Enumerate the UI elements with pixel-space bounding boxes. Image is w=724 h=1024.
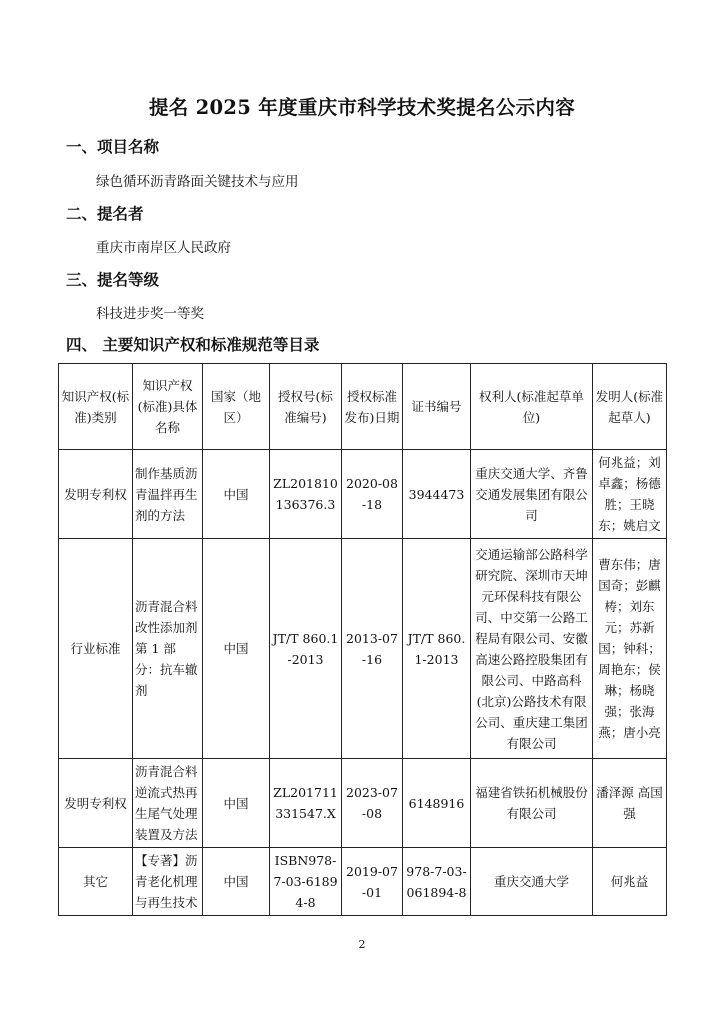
cell-auth-no: JT/T 860.1-2013 [270,539,342,759]
section-heading-nominator: 二、提名者 [66,204,144,223]
cell-inventors: 曹东伟；唐国奇；彭麒梼；刘东元；苏新国；钟科；周艳东；侯琳；杨晓强；张海燕；唐小亮 [593,539,667,759]
section-heading-project-name: 一、项目名称 [66,137,160,156]
cell-date: 2019-07-01 [342,848,403,916]
header-name: 知识产权(标准)具体名称 [133,364,203,450]
table-row [59,450,667,539]
cell-category: 行业标准 [59,539,133,759]
cell-country: 中国 [203,848,270,916]
project-name: 绿色循环沥青路面关键技术与应用 [96,174,299,190]
cell-owner: 重庆交通大学 [471,848,593,916]
ip-table [58,363,667,916]
cell-country: 中国 [203,759,270,848]
cell-date: 2023-07-08 [342,759,403,848]
cell-owner: 重庆交通大学、齐鲁交通发展集团有限公司 [471,450,593,539]
section-heading-level: 三、提名等级 [66,270,160,289]
cell-name: 制作基质沥青温拌再生剂的方法 [133,450,203,539]
cell-category: 其它 [59,848,133,916]
header-country: 国家（地区） [203,364,270,450]
cell-inventors: 潘泽源 高国强 [593,759,667,848]
table-row [59,539,667,759]
header-date: 授权标准发布)日期 [342,364,403,450]
cell-country: 中国 [203,539,270,759]
cell-category: 发明专利权 [59,450,133,539]
cell-name: 沥青混合料逆流式热再生尾气处理装置及方法 [133,759,203,848]
cell-cert-no: 6148916 [403,759,471,848]
cell-country: 中国 [203,450,270,539]
nomination-level: 科技进步奖一等奖 [96,306,204,322]
cell-cert-no: 978-7-03-061894-8 [403,848,471,916]
table-header-row [59,364,667,450]
cell-name: 沥青混合料改性添加剂 第 1 部分：抗车辙剂 [133,539,203,759]
cell-date: 2013-07-16 [342,539,403,759]
header-owner: 权利人(标准起草单位) [471,364,593,450]
cell-auth-no: ZL201810136376.3 [270,450,342,539]
page-title: 提名 2025 年度重庆市科学技术奖提名公示内容 [148,96,576,119]
cell-name: 【专著】沥青老化机理与再生技术 [133,848,203,916]
header-auth-no: 授权号(标准编号) [270,364,342,450]
cell-cert-no: JT/T 860.1-2013 [403,539,471,759]
cell-auth-no: ZL201711331547.X [270,759,342,848]
header-inventors: 发明人(标准起草人) [593,364,667,450]
nominator: 重庆市南岸区人民政府 [96,240,231,256]
cell-auth-no: ISBN978-7-03-61894-8 [270,848,342,916]
section-heading-ip-list: 四、 主要知识产权和标准规范等目录 [66,335,320,354]
cell-owner: 福建省铁拓机械股份有限公司 [471,759,593,848]
cell-date: 2020-08-18 [342,450,403,539]
header-category: 知识产权(标准)类别 [59,364,133,450]
cell-category: 发明专利权 [59,759,133,848]
table-row [59,759,667,848]
table-row [59,848,667,916]
page-number: 2 [358,938,366,951]
cell-owner: 交通运输部公路科学研究院、深圳市天坤元环保科技有限公司、中交第一公路工程局有限公司、安徽高速公路控股集团有限公司、中路高科(北京)公路技术有限公司、重庆建工集团有限公司 [471,539,593,759]
cell-inventors: 何兆益；刘卓鑫；杨德胜；王晓东；姚启文 [593,450,667,539]
header-cert-no: 证书编号 [403,364,471,450]
cell-cert-no: 3944473 [403,450,471,539]
cell-inventors: 何兆益 [593,848,667,916]
